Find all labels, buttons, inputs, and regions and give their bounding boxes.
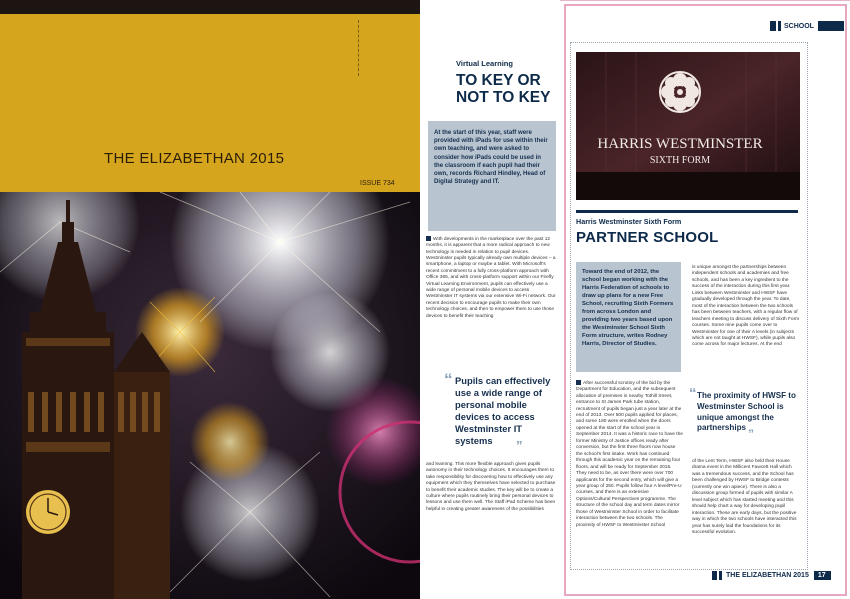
hw-body-b: is unique amongst the partnerships between independent schools and academies and free schools, and has been a key ingredient to the success of the interaction during this first year. Links between Westminster and HWSF have gradually developed through the year. To date, most of the interaction between the two schools has been between teachers, with a regular flow of teachers meeting to discuss delivery of Sixth Form courses. Some nine pupils come over to Westminster for one of their A levels (in subjects which are not taught at HWSF), while pupils also come across for major lectures. At the end — [692, 265, 800, 348]
footer-bar-thin — [719, 571, 722, 580]
vl-standfirst: At the start of this year, staff were provided with iPads for use within their own teaching, and were asked to consider how iPads could be used in the classroom if each pupil had their own, records Richard Hindley, Head of Digital Strategy and IT. — [428, 121, 556, 231]
photo-caption-line-2: SIXTH FORM — [649, 155, 711, 166]
vl-body-1: With developments in the marketplace over the past 12 months, it is apparent that a more radical approach to new technology is needed in relation to pupil devices. Westminster pupils typically already own multiple devices – a smartphone, a laptop or maybe a tablet. With Microsoft's recent commitment to a fully cross-platform approach with Office 365, and with cross-platform support within our Firefly Virtual Learning Environment, pupils can effectively use a wide range of personal mobile devices to access Westminster IT systems via our extensive Wi-Fi network. Our recent decision to encourage pupils to make their own technology choices, and then to empower them to use those devices to benefit their teaching — [426, 236, 556, 319]
page-number: 17 — [814, 571, 831, 580]
hw-pull-quote: The proximity of HWSF to Westminster School is unique amongst the partnerships — [697, 391, 796, 433]
photo-caption-line-1: HARRIS WESTMINSTER — [597, 136, 763, 152]
footer-bar — [712, 571, 717, 580]
hw-body-c: of the Lent Term, HWSF also held their House drama event in the Millicent Fawcett Hall which was a tremendous success, and the School has been challenged by HWSF to Bridge contests (currently one win apiece). There is also a discussion group formed of pupils with similar A level subject which has started meeting and this should help chart a way for developing pupil interaction. These are early days, but the positive way in which the two schools have interacted this year has surely laid the foundations for its successful evolution. — [692, 459, 797, 535]
vl-body-2: and learning. This more flexible approach gives pupils autonomy in their technology choices. It encourages them to take responsibility for discovering how to effectively use any equipment which they themselves have selected to purchase to benefit their academic studies. The key will be to create a culture where pupils routinely bring their personal devices to lessons and use them well. The Staff iPad Scheme has been helpful in creating greater awareness of the possibilities — [426, 462, 556, 512]
quote-open-icon: “ — [444, 370, 453, 389]
footer-title: THE ELIZABETHAN 2015 — [726, 571, 809, 579]
cover-issue-number: ISSUE 734 — [360, 180, 395, 187]
hw-standfirst: Toward the end of 2012, the school began working with the Harris Federation of schools to draw up plans for a new Free School, recruiting Sixth Formers from across London and providing two years based upon the Westminster School Sixth Form structure, writes Rodney Harris, Director of Studies. — [576, 262, 681, 372]
cover-title: THE ELIZABETHAN 2015 — [104, 150, 285, 167]
quote-close-icon: ” — [748, 427, 754, 441]
cover-page — [0, 0, 420, 599]
cover-fold-line — [358, 20, 359, 76]
quote-open-icon: “ — [689, 385, 697, 402]
vl-pull-quote: Pupils can effectively use a wide range of personal mobile devices to access Westminster IT systems — [455, 375, 551, 446]
vl-kicker: Virtual Learning — [456, 59, 513, 68]
cover-top-strip — [0, 0, 420, 14]
page-highlight-frame — [564, 4, 847, 596]
section-tag-label: SCHOOL — [784, 22, 814, 30]
vl-body-text — [426, 236, 556, 320]
hw-headline: PARTNER SCHOOL — [576, 229, 719, 246]
vl-headline: TO KEY OR NOT TO KEY — [456, 72, 551, 106]
cover-fireworks-photo — [0, 192, 420, 599]
hw-kicker: Harris Westminster Sixth Form — [576, 217, 682, 226]
quote-close-icon: ” — [516, 438, 523, 453]
hw-body-a: After successful scrutiny of the bid by the Department for Education, and the subsequent allocation of premises in nearby Tothill Street, entrance to St James Park tube station, recruitment of pupils began just a year later at the end of 2013. Over 500 pupils applied for places, and some 180 were enrolled when the doors opened at the start of the school year in September 2014. It was a historic race to have the former Ministry of Justice offices ready after conversion, but the first three floors now house the school's first intake. Work has continued through this academic year on the remaining four floors, and will be ready for September 2015. They need to be, as over there were over 700 applicants for the second entry, which will give a year group of 250. Pupils follow four A level/Pre-U courses, and there is an extensive Options/Cultural Perspectives programme. The structure of the school day and term dates mirror those of Westminster School in order to facilitate interaction between the two schools. The proximity of HWSF to Westminster School — [576, 380, 683, 528]
paragraph-marker-icon — [426, 236, 431, 241]
page-footer — [712, 569, 831, 581]
page-top-rule — [560, 0, 850, 1]
